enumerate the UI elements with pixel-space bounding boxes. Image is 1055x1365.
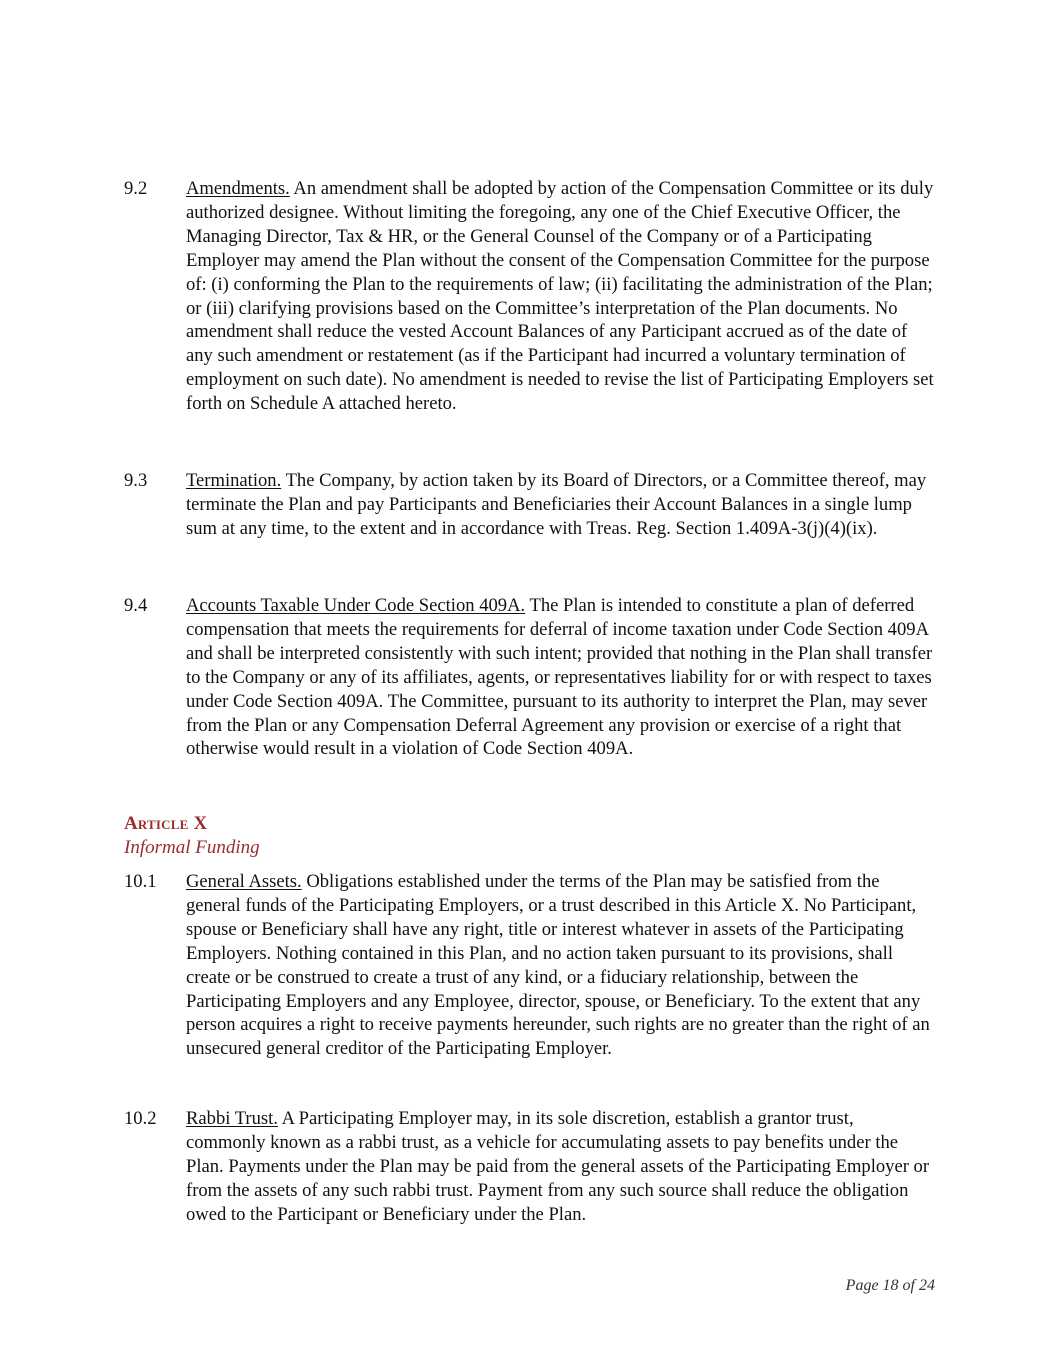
section-number: 10.1 xyxy=(124,871,157,892)
section-10-2 xyxy=(124,1107,934,1227)
section-text: A Participating Employer may, in its sole discretion, establish a grantor trust, commonly known as a rabbi trust, as a vehicle for accumulating assets to pay benefits under the Plan. Payments under the Plan may be paid from the general assets of the Participating Employer or from the assets of any such rabbi trust. Payment from any such source shall reduce the obligation owed to the Participant or Beneficiary under the Plan. xyxy=(186,1108,930,1225)
section-number: 9.3 xyxy=(124,470,148,491)
section-body xyxy=(186,594,934,761)
section-title: Amendments. xyxy=(186,178,290,199)
section-title: Termination. xyxy=(186,470,282,491)
section-number: 10.2 xyxy=(124,1108,157,1129)
page-number-footer: Page 18 of 24 xyxy=(845,1277,935,1294)
section-number: 9.2 xyxy=(124,178,148,199)
section-body xyxy=(186,177,934,416)
section-title: General Assets. xyxy=(186,871,302,892)
article-heading: Article X xyxy=(124,813,208,834)
section-number: 9.4 xyxy=(124,595,148,616)
section-title: Accounts Taxable Under Code Section 409A. xyxy=(186,595,526,616)
section-text: An amendment shall be adopted by action of the Compensation Committee or its duly authorized designee. Without limiting the foregoing, any one of the Chief Executive Officer, the Managing Director, Tax & HR, or the General Counsel of the Company or of a Participating Employer may amend the Plan without the consent of the Compensation Committee for the purpose of: (i) conforming the Plan to the requirements of law; (ii) facilitating the administration of the Plan; or (iii) clarifying provisions based on the Committee’s interpretation of the Plan documents. No amendment shall reduce the vested Account Balances of any Participant accrued as of the date of any such amendment or restatement (as if the Participant had incurred a voluntary termination of employment on such date). No amendment is needed to revise the list of Participating Employers set forth on Schedule A attached hereto. xyxy=(186,178,934,415)
section-text: The Plan is intended to constitute a plan of deferred compensation that meets the requirements for deferral of income taxation under Code Section 409A and shall be interpreted consistently with such intent; provided that nothing in the Plan shall transfer to the Company or any of its affiliates, agents, or representatives liability for or with respect to taxes under Code Section 409A. The Committee, pursuant to its authority to interpret the Plan, may sever from the Plan or any Compensation Deferral Agreement any provision or exercise of a right that otherwise would result in a violation of Code Section 409A. xyxy=(186,595,933,760)
section-text: The Company, by action taken by its Board of Directors, or a Committee thereof, may terminate the Plan and pay Participants and Beneficiaries their Account Balances in a single lump sum at any time, to the extent and in accordance with Treas. Reg. Section 1.409A-3(j)(4)(ix). xyxy=(186,470,927,539)
section-10-1 xyxy=(124,870,934,1061)
section-9-3 xyxy=(124,469,934,541)
section-9-4 xyxy=(124,594,934,761)
section-9-2 xyxy=(124,177,934,416)
section-body xyxy=(186,870,934,1061)
section-text: Obligations established under the terms of the Plan may be satisfied from the general funds of the Participating Employers, or a trust described in this Article X. No Participant, spouse or Beneficiary shall have any right, title or interest whatever in assets of the Participating Employers. Nothing contained in this Plan, and no action taken pursuant to its provisions, shall create or be construed to create a trust of any kind, or a fiduciary relationship, between the Participating Employers and any Employee, director, spouse, or Beneficiary. To the extent that any person acquires a right to receive payments hereunder, such rights are no greater than the right of an unsecured general creditor of the Participating Employer. xyxy=(186,871,930,1060)
article-subtitle: Informal Funding xyxy=(124,837,260,858)
section-body xyxy=(186,1107,934,1227)
section-body xyxy=(186,469,934,541)
section-title: Rabbi Trust. xyxy=(186,1108,278,1129)
